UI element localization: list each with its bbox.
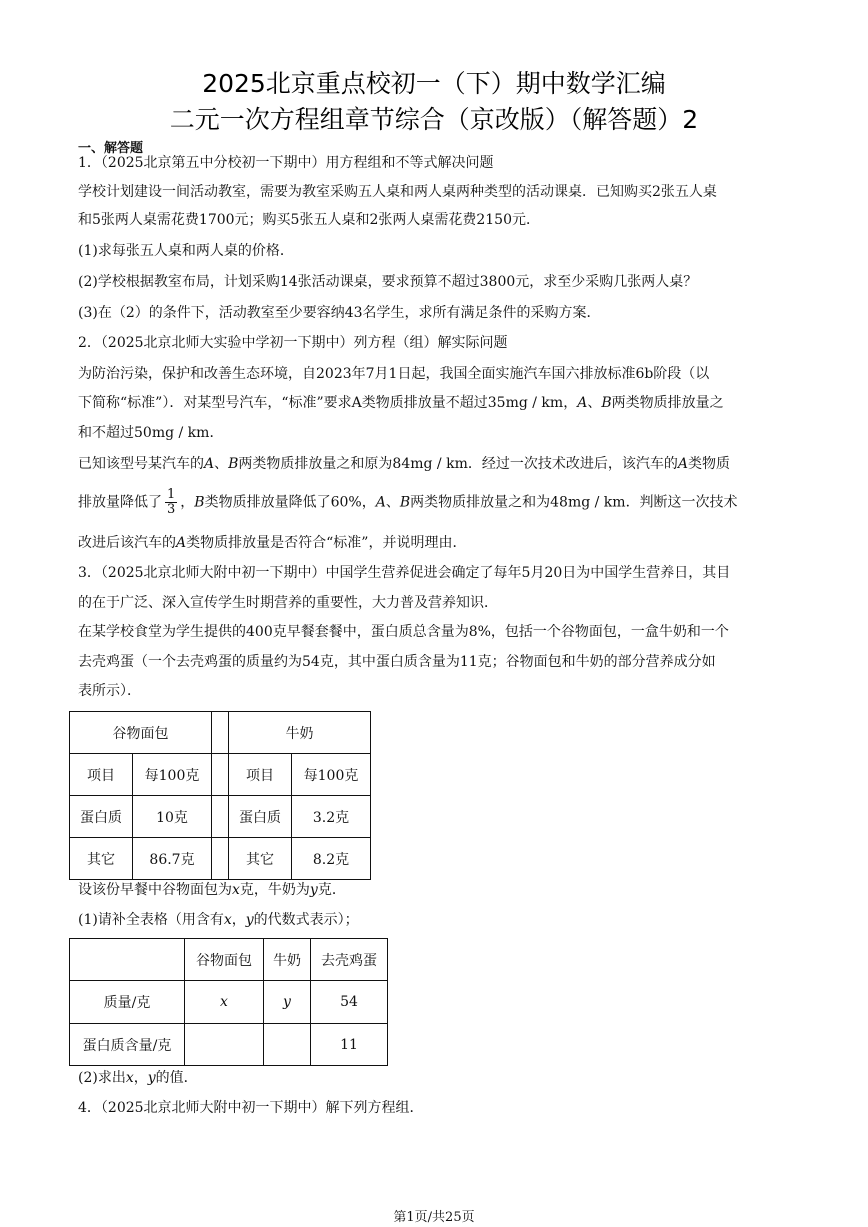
table-cell: 每100克: [133, 754, 212, 796]
table-cell: 86.7克: [133, 838, 212, 880]
q3-text-line4: 表所示）．: [78, 683, 141, 699]
page-number: 第1页/共25页: [393, 1210, 475, 1225]
math-unit: 48mg / km: [550, 494, 626, 511]
table-cell: 8.2克: [292, 838, 371, 880]
document-title-line2: 二元一次方程组章节综合（京改版）（解答题）2: [169, 105, 699, 134]
q1-heading: 1．（2025北京第五中分校初一下期中）用方程组和不等式解决问题: [78, 155, 494, 171]
section-heading: 一、解答题: [78, 141, 144, 156]
q3-heading: 3．（2025北京北师大附中初一下期中）中国学生营养促进会确定了每年5月20日为中国学生营养日，其目: [78, 565, 731, 581]
table-cell: 蛋白质: [70, 796, 133, 838]
table-row-label-protein: 蛋白质含量/克: [70, 1024, 185, 1066]
table-spacer: [212, 838, 229, 880]
math-var: A: [677, 456, 688, 472]
table-cell: [70, 939, 185, 981]
table-spacer: [212, 712, 229, 754]
fraction-one-third: $\frac{1}{3}$: [167, 487, 176, 517]
table-cell: [185, 1024, 264, 1066]
table-cell: 每100克: [292, 754, 371, 796]
q2-text-line2: 下简称“标准”）．对某型号汽车，“标准”要求A类物质排放量不超过35mg / km，A、B两类物质排放量之: [78, 395, 724, 411]
q2-text-line5: 排放量降低了 $\frac{1}{3}$ ，B类物质排放量降低了60%，A、B两类物质排放量之和为48mg / km．判断这一次技术: [78, 487, 738, 517]
math-var: B: [601, 395, 612, 411]
math-var: y: [309, 882, 318, 898]
table-cell: 3.2克: [292, 796, 371, 838]
q1-part3: (3)在（2）的条件下，活动教室至少要容纳43名学生，求所有满足条件的采购方案．: [78, 305, 601, 321]
table-row-label-mass: 质量/克: [70, 981, 185, 1024]
table-spacer: [212, 754, 229, 796]
math-var: B: [399, 494, 411, 511]
math-var: A: [577, 395, 588, 411]
math-var: x: [223, 912, 232, 928]
math-unit: 35mg / km: [487, 395, 564, 411]
table-cell: y: [264, 981, 311, 1024]
document-title-line1: 2025北京重点校初一（下）期中数学汇编: [202, 69, 666, 98]
math-var: A: [176, 535, 187, 551]
table-cell: 其它: [70, 838, 133, 880]
q2-heading: 2．（2025北京北师大实验中学初一下期中）列方程（组）解实际问题: [78, 335, 508, 351]
table-cell: 10克: [133, 796, 212, 838]
q3-text-line3: 去壳鸡蛋（一个去壳鸡蛋的质量约为54克，其中蛋白质含量为11克；谷物面包和牛奶的部分营养成分如: [78, 654, 716, 670]
table-header-milk: 牛奶: [229, 712, 371, 754]
q1-text-line1: 学校计划建设一间活动教室，需要为教室采购五人桌和两人桌两种类型的活动课桌．已知购买2张五人桌: [78, 184, 717, 200]
q2-text-line3: 和不超过50mg / km．: [78, 425, 224, 441]
q1-text-line2: 和5张两人桌需花费1700元；购买5张五人桌和2张两人桌需花费2150元．: [78, 212, 540, 228]
math-var: x: [125, 1070, 134, 1086]
math-var: A: [375, 494, 386, 511]
table-cell: 11: [311, 1024, 388, 1066]
table-header-egg: 去壳鸡蛋: [311, 939, 388, 981]
fill-in-table: [69, 938, 388, 1066]
q3-text-line2: 在某学校食堂为学生提供的400克早餐套餐中，蛋白质总含量为8%，包括一个谷物面包，一盒牛奶和一个: [78, 624, 729, 640]
table-header-milk: 牛奶: [264, 939, 311, 981]
q3-setup: 设该份早餐中谷物面包为x克，牛奶为y克．: [78, 882, 346, 898]
q3-part2: (2)求出x，y的值．: [78, 1070, 198, 1086]
table-header-bread: 谷物面包: [70, 712, 212, 754]
table-header-bread: 谷物面包: [185, 939, 264, 981]
math-unit: 84mg / km: [392, 456, 468, 472]
table-cell: x: [185, 981, 264, 1024]
nutrition-table: [69, 711, 371, 880]
table-cell: 54: [311, 981, 388, 1024]
table-cell: 项目: [70, 754, 133, 796]
q2-text-line4: 已知该型号某汽车的A、B两类物质排放量之和原为84mg / km．经过一次技术改进后，该汽车的A类物质: [78, 456, 730, 472]
table-cell: [264, 1024, 311, 1066]
math-var: B: [228, 456, 239, 472]
q3-part1: (1)请补全表格（用含有x，y的代数式表示）；: [78, 912, 359, 928]
q2-text-line6: 改进后该汽车的A类物质排放量是否符合“标准”，并说明理由．: [78, 535, 467, 551]
q4-heading: 4．（2025北京北师大附中初一下期中）解下列方程组．: [78, 1100, 424, 1116]
q1-part1: (1)求每张五人桌和两人桌的价格．: [78, 243, 294, 259]
table-spacer: [212, 796, 229, 838]
math-var: x: [232, 882, 240, 898]
q1-part2: (2)学校根据教室布局，计划采购14张活动课桌，要求预算不超过3800元，求至少采购几张两人桌？: [78, 274, 698, 290]
math-unit: 50mg / km: [134, 425, 210, 441]
table-cell: 项目: [229, 754, 292, 796]
math-var: A: [204, 456, 215, 472]
table-cell: 蛋白质: [229, 796, 292, 838]
table-cell: 其它: [229, 838, 292, 880]
q2-text-line1: 为防治污染，保护和改善生态环境，自2023年7月1日起，我国全面实施汽车国六排放标准6b阶段（以: [78, 366, 710, 382]
math-var: B: [194, 494, 205, 511]
q3-text-line1: 的在于广泛、深入宣传学生时期营养的重要性，大力普及营养知识．: [78, 595, 498, 611]
math-var: y: [147, 1070, 156, 1086]
math-var: y: [245, 912, 254, 928]
